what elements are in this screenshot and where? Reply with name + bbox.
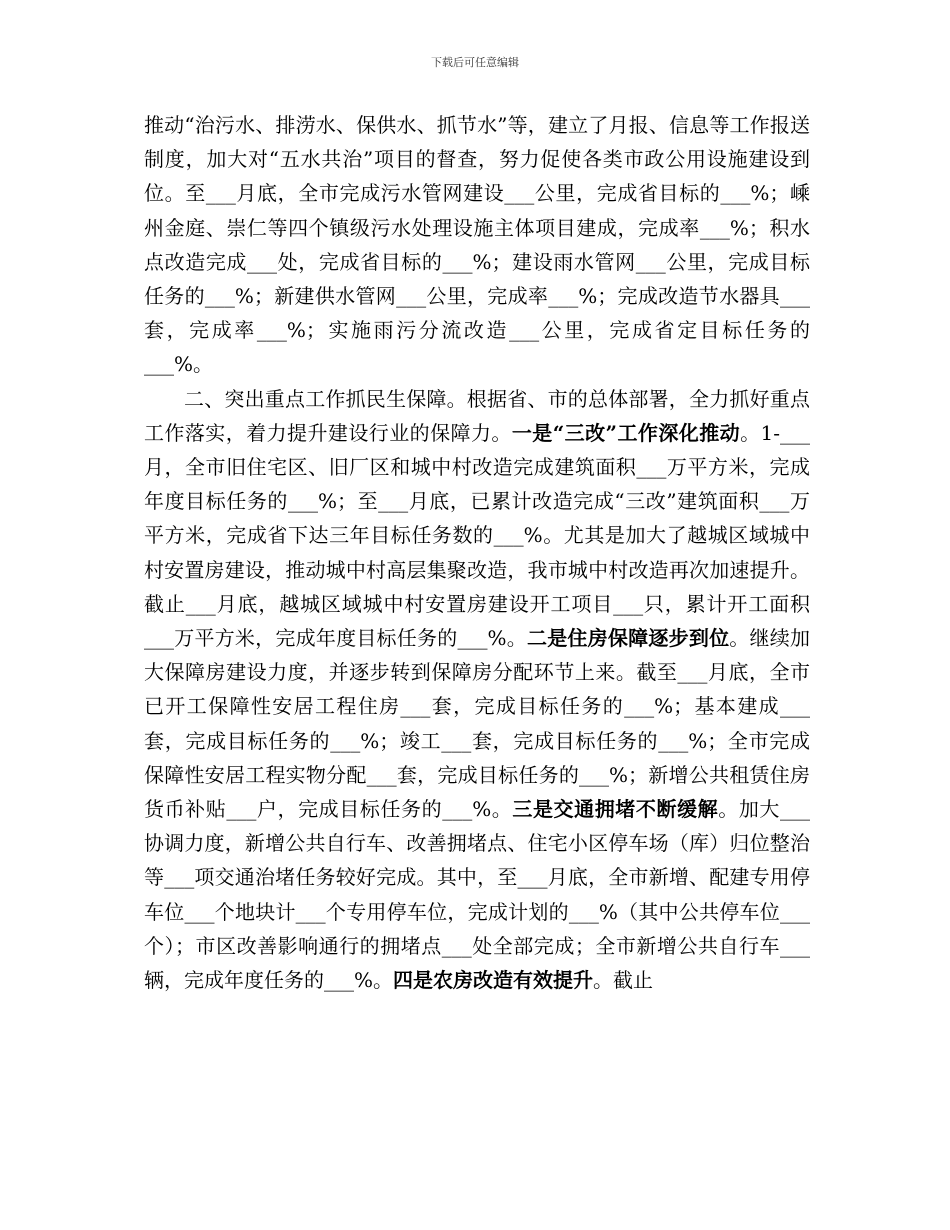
paragraph-1 [144, 108, 810, 382]
text-run: 二、突出重点工作抓民生保障。根据省、市的总体部署，全力抓好重点工作落实，着力提升建设行业的保障力。 [144, 386, 810, 445]
page-header: 下载后可任意编辑 [431, 56, 519, 69]
bold-heading-1: 一是“三改”工作深化推动 [511, 420, 741, 445]
bold-heading-3: 三是交通拥堵不断缓解 [512, 797, 719, 822]
text-run: 。继续加大保障房建设力度，并逐步转到保障房分配环节上来。截至___月底，全市已开工保障性安居工程住房___套，完成目标任务的___%；基本建成___套，完成目标任务的___%；竣工___套，完成目标任务的___%；全市完成保障性安居工程实物分配___套，完成目标任务的___%；新增公共租赁住房货币补贴___户，完成目标任务的___%。 [144, 626, 810, 822]
bold-heading-4: 四是农房改造有效提升 [393, 968, 594, 993]
text-run: 。1-___月，全市旧住宅区、旧厂区和城中村改造完成建筑面积___万平方米，完成年度目标任务的___%；至___月底，已累计改造完成“三改”建筑面积___万平方米，完成省下达三年目标任务数的___%。尤其是加大了越城区域城中村安置房建设，推动城中村高层集聚改造，我市城中村改造再次加速提升。截止___月底，越城区域城中村安置房建设开工项目___只，累计开工面积___万平方米，完成年度目标任务的___%。 [144, 420, 810, 651]
bold-heading-2: 二是住房保障逐步到位 [526, 626, 730, 651]
text-run: 。加大___协调力度，新增公共自行车、改善拥堵点、住宅小区停车场（库）归位整治等___项交通治堵任务较好完成。其中，至___月底，全市新增、配建专用停车位___个地块计___个专用停车位，完成计划的___%（其中公共停车位___个）；市区改善影响通行的拥堵点___处全部完成；全市新增公共自行车___辆，完成年度任务的___%。 [144, 797, 810, 993]
paragraph-2 [144, 382, 810, 998]
text-run: 推动“治污水、排涝水、保供水、抓节水”等，建立了月报、信息等工作报送制度，加大对“五水共治”项目的督查，努力促使各类市政公用设施建设到位。至___月底，全市完成污水管网建设___公里，完成省目标的___%；嵊州金庭、崇仁等四个镇级污水处理设施主体项目建成，完成率___%；积水点改造完成___处，完成省目标的___%；建设雨水管网___公里，完成目标任务的___%；新建供水管网___公里，完成率___%；完成改造节水器具___套，完成率___%；实施雨污分流改造___公里，完成省定目标任务的___%。 [144, 113, 810, 377]
document-body [144, 108, 810, 997]
text-run: 。截止 [593, 968, 654, 993]
